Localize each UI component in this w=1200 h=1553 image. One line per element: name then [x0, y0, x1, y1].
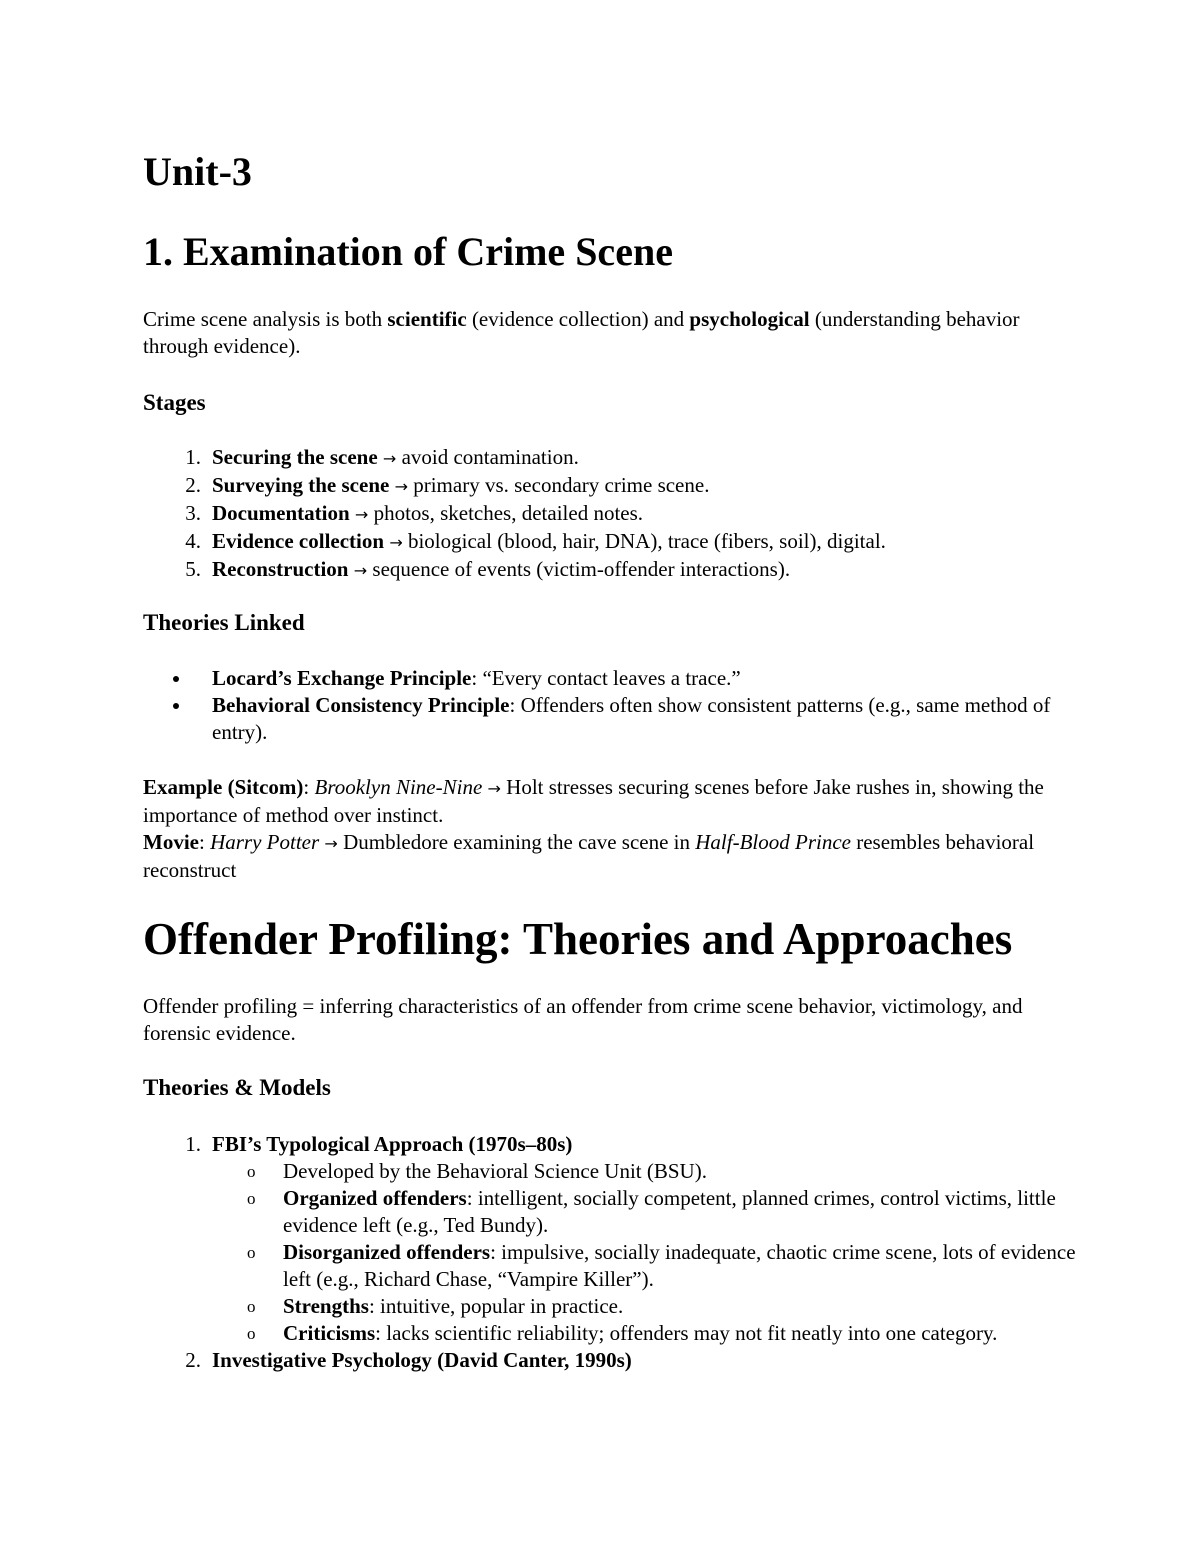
- arrow-icon: →: [353, 561, 368, 580]
- sub-text: : lacks scientific reliability; offenders may not fit neatly into one category.: [375, 1321, 998, 1345]
- arrow-icon: →: [394, 477, 408, 496]
- sub-list-item: [143, 1293, 1078, 1320]
- circle-bullet-icon: o: [247, 1189, 256, 1208]
- theory-text: : Offenders often show consistent patterns (e.g., same method of entry).: [212, 693, 1051, 744]
- sub-label: Organized offenders: [283, 1186, 467, 1210]
- movie-text: resembles behavioral reconstruct: [143, 830, 1035, 882]
- stage-label: Documentation: [212, 501, 350, 525]
- circle-bullet-icon: o: [247, 1243, 256, 1262]
- section-heading-examination: 1. Examination of Crime Scene: [143, 229, 673, 274]
- stages-list: [143, 444, 1078, 584]
- sub-list-item: [143, 1320, 1078, 1347]
- stage-label: Securing the scene: [212, 445, 378, 469]
- list-item: [143, 1131, 1078, 1347]
- model-title: Investigative Psychology (David Canter, 1990s): [212, 1348, 632, 1372]
- sub-text: : impulsive, socially inadequate, chaotic crime scene, lots of evidence left (e.g., Richard Chase, “Vampire Killer”).: [283, 1240, 1076, 1291]
- theory-text: : “Every contact leaves a trace.”: [471, 666, 741, 690]
- film-title-2: Half-Blood Prince: [695, 830, 851, 854]
- sub-text: : intelligent, socially competent, planned crimes, control victims, little evidence left (e.g., Ted Bundy).: [283, 1186, 1056, 1237]
- intro-bold-psychological: psychological: [689, 307, 810, 331]
- sub-label: Criticisms: [283, 1321, 376, 1345]
- unit-title: Unit-3: [143, 149, 252, 194]
- theories-list: [143, 665, 1078, 746]
- arrow-icon: →: [389, 533, 403, 552]
- sub-list-item: [143, 1239, 1078, 1293]
- stage-text: biological (blood, hair, DNA), trace (fibers, soil), digital.: [402, 529, 886, 553]
- models-list: [143, 1131, 1078, 1374]
- sub-label: Strengths: [283, 1294, 369, 1318]
- movie-label: Movie: [143, 830, 199, 854]
- definition-paragraph: Offender profiling = inferring characteristics of an offender from crime scene behavior, victimology, and forensic evidence.: [143, 994, 1023, 1045]
- intro-bold-scientific: scientific: [387, 307, 467, 331]
- arrow-icon: →: [382, 449, 397, 468]
- stage-label: Evidence collection: [212, 529, 385, 553]
- theory-label: Behavioral Consistency Principle: [212, 693, 510, 717]
- sub-label: Disorganized offenders: [283, 1240, 491, 1264]
- list-item: [143, 692, 1078, 746]
- colon: :: [198, 830, 211, 854]
- list-number: 1.: [185, 445, 201, 469]
- theories-linked-heading: Theories Linked: [143, 610, 305, 635]
- intro-text: (evidence collection) and: [466, 307, 690, 331]
- colon: :: [303, 775, 315, 799]
- arrow-icon: →: [487, 779, 501, 798]
- sub-list-item: [143, 1158, 1078, 1185]
- list-item: [143, 500, 1078, 528]
- list-number: 4.: [185, 529, 201, 553]
- sitcom-example: [143, 774, 1078, 829]
- stage-label: Surveying the scene: [212, 473, 390, 497]
- movie-example: [143, 829, 1078, 884]
- sub-text: : intuitive, popular in practice.: [368, 1294, 624, 1318]
- theories-models-heading: Theories & Models: [143, 1075, 331, 1100]
- list-number: 5.: [185, 557, 201, 581]
- examples-block: [143, 774, 1078, 884]
- list-item: [143, 1347, 1078, 1374]
- sub-text: Developed by the Behavioral Science Unit (BSU).: [283, 1159, 707, 1183]
- stage-text: avoid contamination.: [396, 445, 579, 469]
- stage-text: photos, sketches, detailed notes.: [368, 501, 644, 525]
- intro-text: Crime scene analysis is both: [143, 307, 388, 331]
- stage-text: primary vs. secondary crime scene.: [407, 473, 710, 497]
- example-label: Example (Sitcom): [143, 775, 304, 799]
- list-number: 1.: [185, 1132, 201, 1156]
- stage-text: sequence of events (victim-offender interactions).: [367, 557, 791, 581]
- sub-list-item: [143, 1185, 1078, 1239]
- list-item: [143, 556, 1078, 584]
- stage-label: Reconstruction: [212, 557, 349, 581]
- list-item: [143, 665, 1078, 692]
- intro-paragraph: [143, 306, 1078, 360]
- circle-bullet-icon: o: [247, 1297, 256, 1316]
- section-heading-offender-profiling: Offender Profiling: Theories and Approaches: [143, 914, 1013, 964]
- list-item: [143, 472, 1078, 500]
- list-item: [143, 528, 1078, 556]
- list-number: 2.: [185, 1348, 201, 1372]
- example-text: Holt stresses securing scenes before Jake rushes in, showing the importance of method over instinct.: [143, 775, 1044, 827]
- show-title: Brooklyn Nine-Nine: [314, 775, 483, 799]
- intro-text: (understanding behavior through evidence).: [143, 307, 1020, 358]
- circle-bullet-icon: o: [247, 1162, 256, 1181]
- film-title: Harry Potter: [210, 830, 320, 854]
- bullet-icon: [173, 676, 179, 682]
- theory-label: Locard’s Exchange Principle: [212, 666, 472, 690]
- list-number: 2.: [185, 473, 201, 497]
- circle-bullet-icon: o: [247, 1324, 256, 1343]
- sub-list: [212, 1158, 1078, 1347]
- arrow-icon: →: [354, 505, 369, 524]
- arrow-icon: →: [324, 834, 338, 853]
- list-number: 3.: [185, 501, 201, 525]
- movie-text: Dumbledore examining the cave scene in: [337, 830, 696, 854]
- model-title: FBI’s Typological Approach (1970s–80s): [212, 1132, 573, 1156]
- bullet-icon: [173, 703, 179, 709]
- list-item: [143, 444, 1078, 472]
- stages-heading: Stages: [143, 390, 206, 415]
